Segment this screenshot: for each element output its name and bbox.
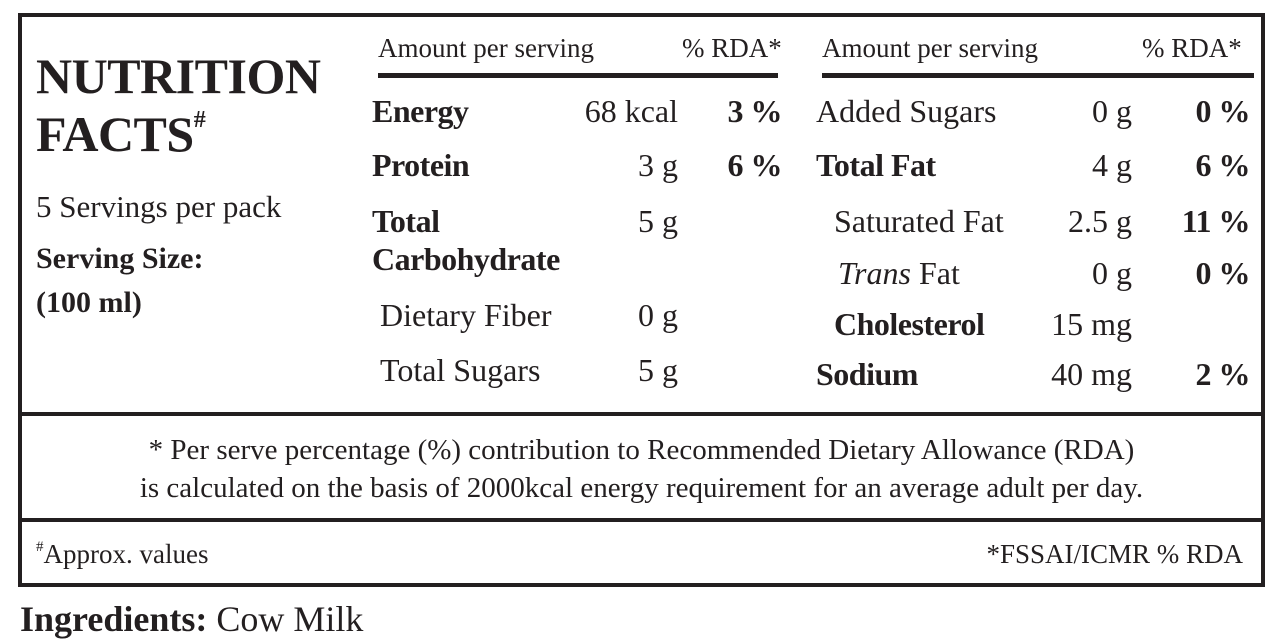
title-line-1: NUTRITION [36, 48, 321, 104]
protein-label: Protein [372, 147, 470, 183]
approx-values-text: Approx. values [43, 539, 209, 569]
total-sugars-amount: 5 g [638, 352, 678, 388]
carbohydrate-label-line2: Carbohydrate [372, 241, 560, 277]
rda-note [22, 431, 1261, 507]
sodium-label: Sodium [816, 356, 918, 392]
approx-mark: # [36, 539, 44, 555]
title-line-2: FACTS [36, 106, 194, 162]
trans-italic: Trans [838, 255, 911, 291]
rda-note-line1: * Per serve percentage (%) contribution to Recommended Dietary Allowance (RDA) [148, 434, 1135, 466]
protein-rda: 6 % [727, 147, 782, 183]
added-sugars-amount: 0 g [1092, 93, 1132, 129]
total-fat-rda: 6 % [1195, 147, 1250, 183]
carbohydrate-amount: 5 g [638, 203, 678, 239]
saturated-fat-label: Saturated Fat [834, 203, 1004, 239]
trans-fat-rda: 0 % [1195, 255, 1250, 291]
trans-fat-label [838, 253, 960, 293]
total-fat-label: Total Fat [816, 147, 936, 183]
added-sugars-rda: 0 % [1195, 93, 1250, 129]
saturated-fat-rda: 11 % [1181, 203, 1250, 239]
sodium-amount: 40 mg [1051, 356, 1132, 392]
energy-rda: 3 % [727, 93, 782, 129]
left-header-amount: Amount per serving [378, 33, 594, 63]
sodium-rda: 2 % [1195, 356, 1250, 392]
cholesterol-label: Cholesterol [834, 306, 985, 342]
right-header-rda: % RDA* [1142, 33, 1242, 63]
total-sugars-label: Total Sugars [380, 352, 541, 388]
serving-size [36, 237, 203, 325]
protein-amount: 3 g [638, 147, 678, 183]
ingredients-value: Cow Milk [207, 599, 364, 639]
total-fat-amount: 4 g [1092, 147, 1132, 183]
trans-fat-amount: 0 g [1092, 255, 1132, 291]
left-header-rule [378, 73, 778, 78]
servings-per-pack: 5 Servings per pack [36, 189, 282, 224]
right-header-rule [822, 73, 1254, 78]
cholesterol-amount: 15 mg [1051, 306, 1132, 342]
ingredients-label: Ingredients: [20, 599, 208, 639]
energy-amount: 68 kcal [584, 93, 678, 129]
title-footnote-mark: # [193, 107, 206, 133]
carbohydrate-label-line1: Total [372, 203, 440, 239]
approx-values-note [36, 539, 208, 570]
serving-size-label: Serving Size: [36, 242, 204, 275]
dietary-fiber-amount: 0 g [638, 297, 678, 333]
added-sugars-label: Added Sugars [816, 93, 997, 129]
nutrition-facts-panel [18, 13, 1265, 587]
left-header-rda: % RDA* [682, 33, 782, 63]
saturated-fat-amount: 2.5 g [1068, 203, 1132, 239]
divider-top [22, 412, 1261, 416]
serving-size-value: (100 ml) [36, 286, 142, 319]
right-header-amount: Amount per serving [822, 33, 1038, 63]
rda-source-note: *FSSAI/ICMR % RDA [986, 539, 1243, 569]
divider-bottom [22, 518, 1261, 522]
panel-title [36, 47, 320, 163]
trans-fat-suffix: Fat [910, 255, 960, 291]
dietary-fiber-label: Dietary Fiber [380, 297, 552, 333]
ingredients [20, 598, 363, 640]
energy-label: Energy [372, 93, 469, 129]
rda-note-line2: is calculated on the basis of 2000kcal energy requirement for an average adult per day. [139, 472, 1144, 504]
